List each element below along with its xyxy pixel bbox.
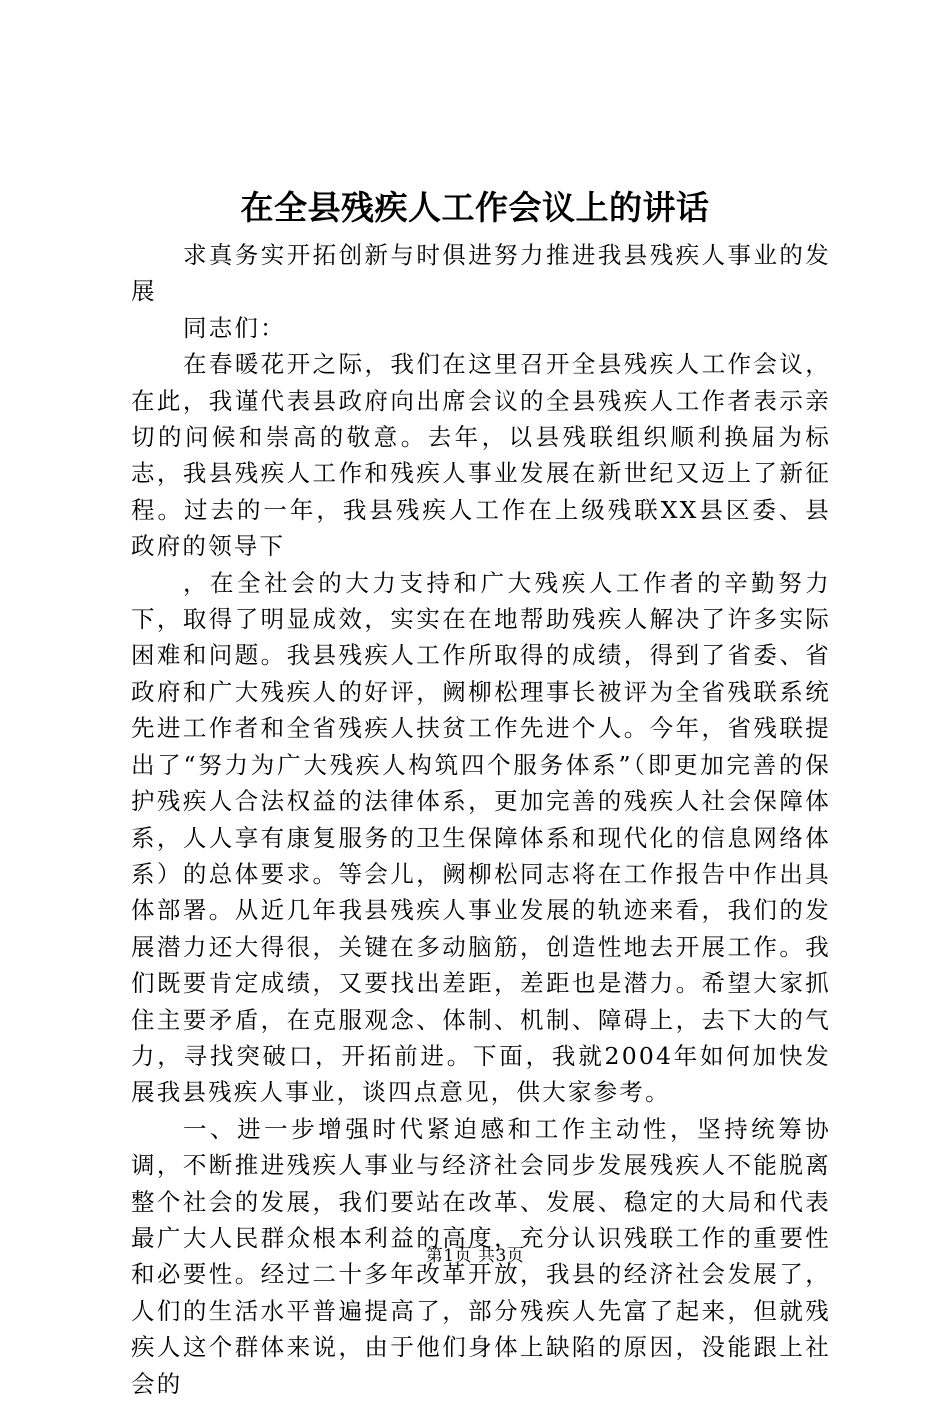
paragraph-2: ，在全社会的大力支持和广大残疾人工作者的辛勤努力下，取得了明显成效，实实在在地帮助残疾人解决了许多实际困难和问题。我县残疾人工作所取得的成绩，得到了省委、省政府和广大残疾人的好评，阙柳松理事长被评为全省残联系统先进工作者和全省残疾人扶贫工作先进个人。今年，省残联提出了“努力为广大残疾人构筑四个服务体系”（即更加完善的保护残疾人合法权益的法律体系，更加完善的残疾人社会保障体系，人人享有康复服务的卫生保障体系和现代化的信息网络体系）的总体要求。等会儿，阙柳松同志将在工作报告中作出具体部署。从近几年我县残疾人事业发展的轨迹来看，我们的发展潜力还大得很，关键在多动脑筋，创造性地去开展工作。我们既要肯定成绩，又要找出差距，差距也是潜力。希望大家抓住主要矛盾，在克服观念、体制、机制、障碍上，去下大的气力，寻找突破口，开拓前进。下面，我就2004年如何加快发展我县残疾人事业，谈四点意见，供大家参考。 [131,568,831,1107]
paragraph-1: 在春暖花开之际，我们在这里召开全县残疾人工作会议，在此，我谨代表县政府向出席会议的全县残疾人工作者表示亲切的问候和崇高的敬意。去年，以县残联组织顺利换届为标志，我县残疾人工作和残疾人事业发展在新世纪又迈上了新征程。过去的一年，我县残疾人工作在上级残联XX县区委、县政府的领导下 [131,350,831,561]
salutation: 同志们： [183,313,286,342]
document-title: 在全县残疾人工作会议上的讲话 [240,188,710,227]
document-subtitle: 求真务实开拓创新与时俱进努力推进我县残疾人事业的发展 [131,241,831,306]
paragraph-3: 一、进一步增强时代紧迫感和工作主动性，坚持统筹协调，不断推进残疾人事业与经济社会同步发展残疾人不能脱离整个社会的发展，我们要站在改革、发展、稳定的大局和代表最广大人民群众根本利益的高度，充分认识残联工作的重要性和必要性。经过二十多年改革开放，我县的经济社会发展了，人们的生活水平普遍提高了，部分残疾人先富了起来，但就残疾人这个群体来说，由于他们身体上缺陷的原因，没能跟上社会的 [131,1114,831,1398]
page-number-footer: 第1页 共3页 [425,1246,525,1266]
document-body [131,237,831,1402]
